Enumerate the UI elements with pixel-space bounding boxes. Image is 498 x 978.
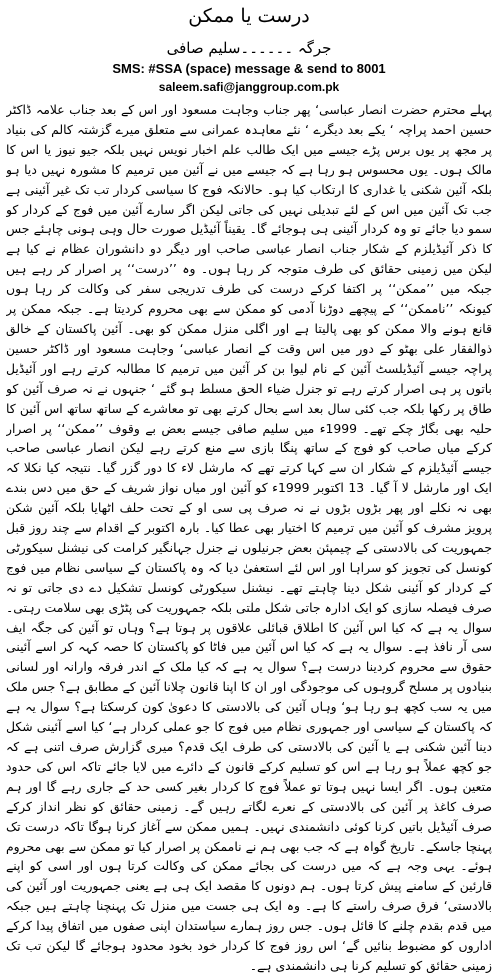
sms-instructions: SMS: #SSA (space) message & send to 8001 [112,61,386,76]
column-body-paragraph: پہلے محترم حضرت انصار عباسی‘ پھر جناب وجاہت مسعود اور اس کے بعد جناب علامہ ڈاکٹر حسین احمد پراچہ ‘ یکے بعد دیگرے ‘ نئے معاہدہ عمرانی سے متعلق میرے گزشتہ کالم کی بنیاد پر مجھ پر یوں برس پڑے جیسے میں ایک طالب علم اخبار نویس نہیں بلکہ جیو نیوز یا اس کا مالک ہوں۔ یوں محسوس ہو رہا ہے کہ جیسے میں نے آئین میں ترمیم کا مشورہ نہیں دیا ہو بلکہ آئین شکنی یا غداری کا ارتکاب کیا ہو۔ حالانکہ فوج کا سیاسی کردار تب تک غیر آئینی ہے جب تک آئین میں اس کے لئے تبدیلی نہیں کی جاتی لیکن اگر سارے آئین میں فوج کے کردار کو سمو دیا جائے تو وہ کردار آئینی ہی ہوجائے گا۔ یقیناً آئیڈیل صورت حال وہی ہونی چاہئے جس کا ذکر آئیڈیلزم کے شکار جناب انصار عباسی صاحب اور دیگر دو دانشوران عظام نے کیا ہے لیکن میں زمینی حقائق کی طرف متوجہ کر رہا ہوں۔ وہ ’’درست‘‘ پر اصرار کر رہے ہیں جبکہ میں ’’ممکن‘‘ پر اکتفا کرکے درست کی طرف تدریجی سفر کی وکالت کر رہا ہوں کیونکہ ’’ناممکن‘‘ کے پیچھے دوڑنا آدمی کو ممکن سے بھی محروم کردیتا ہے۔ جبکہ ممکن پر قانع ہونے والا ممکن کو بھی پالیتا ہے اور اگلی منزل ممکن کو بھی۔ آئین پاکستان کے خالق ذوالفقار علی بھٹو کے دور میں اس وقت کے انصار عباسی‘ وجاہت مسعود اور ڈاکٹر حسین پراچہ جیسے آئیڈیلسٹ آئین کے نام لیوا بن کر آئین میں ترمیم کا مطالبہ کرتے رہے اور آئیڈیل باتوں پر ہی اصرار کرتے رہے تو جنرل ضیاء الحق مسلط ہو گئے ‘ جنہوں نے نہ صرف آئین کو طاق پر رکھا بلکہ جب کئی سال بعد اسے بحال کرتے بھی تو معاشرے کے ساتھ ساتھ اس آئین کا حلیہ بھی بگاڑ چکے تھے۔ 1999ء میں سلیم صافی جیسے بعض بے وقوف ’’ممکن‘‘ پر اصرار کرکے میاں صاحب کو فوج کے ساتھ پنگا بازی سے منع کرتے رہے لیکن انصار عباسی صاحب جیسے آئیڈیلزم کے شکار ان سے کہا کرتے تھے کہ مارشل لاء کا دور گزر گیا۔ نتیجہ کیا نکلا کہ ایک اور مارشل لا آ گیا۔ 13 اکتوبر 1999ء کو آئین اور میاں نواز شریف کے حق میں دس بندے بھی نہ نکلے اور پھر بڑوں بڑوں نے نہ صرف پی سی او کے تحت حلف اٹھایا بلکہ آئین شکن پرویز مشرف کو آئین میں ترمیم کا اختیار بھی عطا کیا۔ بارہ اکتوبر کے اقدام سے چند روز قبل جمہوریت کی بالادستی کے چیمپئن بعض جرنیلوں نے جنرل جہانگیر کرامت کی نیشنل سیکورٹی کونسل کی تجویز کو سراہا اور اس لئے استعفیٰ دیا کہ وہ پاکستان کے سیاسی نظام میں فوج کے کردار کو آئینی شکل دینا چاہتے تھے۔ نیشنل سیکورٹی کونسل تشکیل دے دی جاتی تو نہ صرف فیصلہ سازی کو ایک ادارہ جاتی شکل ملتی بلکہ جمہوریت کی پٹڑی بھی سلامت رہتی۔ سوال یہ ہے کہ کیا اس آئین کا اطلاق قبائلی علاقوں پر ہوتا ہے؟ وہاں تو آئین کی جگہ ایف سی آر نافذ ہے۔ سوال یہ ہے کہ کیا اس آئین میں فاٹا کو پاکستان کا حصہ کہہ کر اسے آئینی حقوق سے محروم کردینا درست ہے؟ سوال یہ ہے کہ کیا ملک کے اندر فرقہ وارانہ اور لسانی بنیادوں پر مسلح گروہوں کی موجودگی اور ان کا اپنا قانون چلانا آئین کے مطابق ہے؟ جس ملک میں یہ سب کچھ ہو رہا ہو‘ وہاں آئین کی بالادستی کا دعویٰ کون کرسکتا ہے؟ سوال یہ ہے کہ پاکستان کے سیاسی اور جمہوری نظام میں فوج کا جو عملی کردار ہے‘ کیا اسے آئینی شکل دینا آئین شکنی ہے یا آئین کی بالادستی کی طرف ایک قدم؟ میری گزارش صرف اتنی ہے کہ جو کچھ عملاً ہو رہا ہے اس کو تسلیم کرکے قانون کے دائرے میں لایا جائے تاکہ اس کی حدود متعین ہوں۔ اگر ایسا نہیں ہوتا تو عملاً فوج کا کردار بغیر کسی حد کے جاری رہے گا اور ہم صرف کاغذ پر آئین کی بالادستی کے نعرے لگاتے رہیں گے۔ زمینی حقائق کو نظر انداز کرکے صرف آئیڈیل باتیں کرنا کوئی دانشمندی نہیں۔ ہمیں ممکن سے آغاز کرنا ہوگا تاکہ درست تک پہنچا جاسکے۔ تاریخ گواہ ہے کہ جب بھی ہم نے ناممکن پر اصرار کیا تو ممکن سے بھی محروم ہوئے۔ یہی وجہ ہے کہ میں درست کی بجائے ممکن کی وکالت کرتا ہوں اور اسی کو اپنے قارئین کے سامنے پیش کرتا ہوں۔ ہم دونوں کا مقصد ایک ہی ہے یعنی جمہوریت اور آئین کی بالادستی‘ فرق صرف راستے کا ہے۔ وہ ایک ہی جست میں منزل تک پہنچنا چاہتے ہیں جبکہ میں قدم بقدم چلنے کا قائل ہوں۔ جس روز ہمارے سیاستدان اپنی صفوں میں اتفاق پیدا کرکے اداروں کو مضبوط بنائیں گے‘ اس روز فوج کا کردار خود بخود محدود ہوجائے گا لیکن تب تک زمینی حقائق کو تسلیم کرنا ہی دانشمندی ہے۔ [6,102,492,973]
column-byline: جرگہ ۔۔۔۔۔۔سلیم صافی [166,39,332,57]
column-title: درست یا ممکن [188,5,310,27]
author-email: saleem.safi@janggroup.com.pk [158,80,340,94]
column-body [6,100,492,974]
